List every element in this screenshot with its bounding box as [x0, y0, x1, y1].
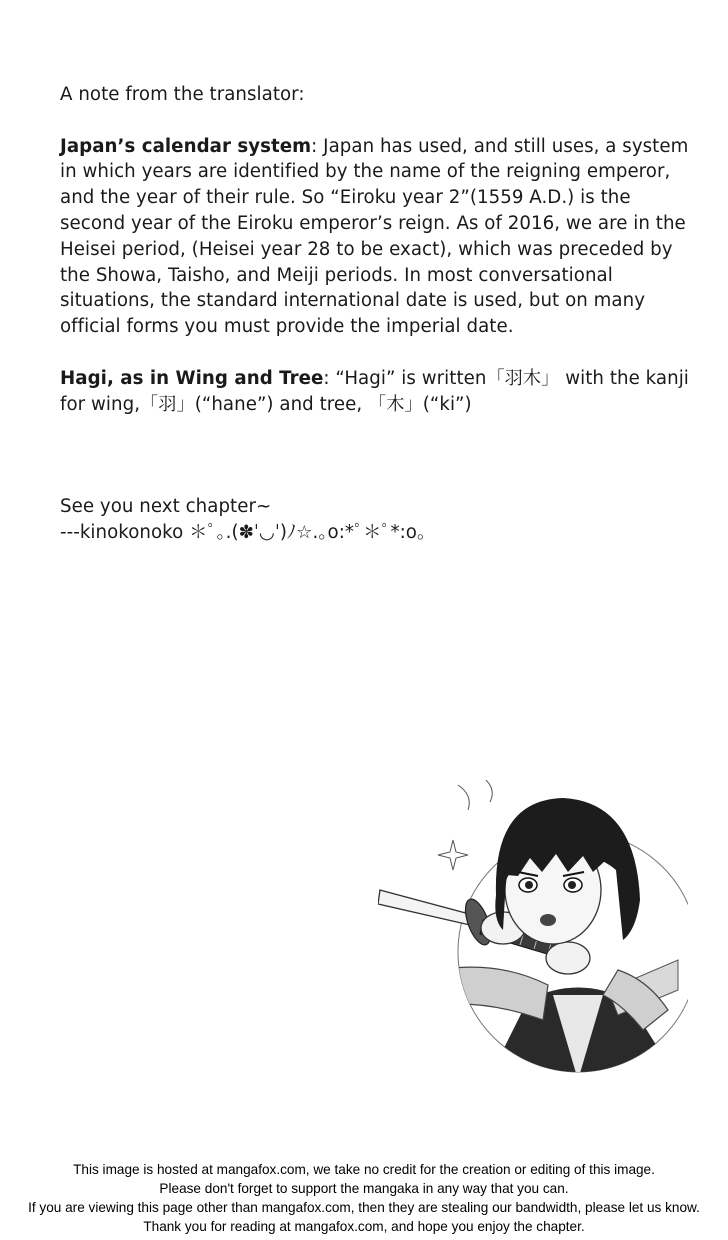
note-heading: A note from the translator:: [60, 84, 305, 105]
hagi-title: Hagi, as in Wing and Tree: [60, 367, 324, 389]
calendar-title: Japan’s calendar system: [60, 135, 312, 157]
manga-character-icon: [378, 780, 688, 1080]
hagi-paragraph: [60, 366, 690, 418]
hagi-body: : “Hagi” is written「羽木」 with the kanji for wing,「羽」(“hane”) and tree, 「木」(“ki”): [60, 367, 689, 415]
calendar-body: : Japan has used, and still uses, a system in which years are identified by the name of the reigning emperor, and the year of their rule. So “Eiroku year 2”(1559 A.D.) is the second year of the Eiroku emperor’s reign. As of 2016, we are in the Heisei period, (Heisei year 28 to be exact), which was preceded by the Showa, Taisho, and Meiji periods. In most conversational situations, the standard international date is used, but on many official forms you must provide the imperial date.: [60, 135, 689, 338]
translator-note: [60, 82, 690, 546]
calendar-paragraph: [60, 134, 690, 340]
translator-signature: ---kinokonoko ＊ﾟ｡.(✽ˈ◡ˈ)ﾉ☆.｡o:*ﾟ＊ﾟ*:o｡: [60, 522, 427, 544]
signoff-text: See you next chapter~: [60, 496, 272, 518]
disclaimer-line-4: Thank you for reading at mangafox.com, and hope you enjoy the chapter.: [143, 1219, 585, 1234]
disclaimer-line-2: Please don't forget to support the mangaka in any way that you can.: [159, 1181, 569, 1196]
disclaimer-line-3: If you are viewing this page other than mangafox.com, then they are stealing our bandwidth, please let us know.: [28, 1200, 700, 1215]
hosting-disclaimer: [0, 1160, 728, 1236]
disclaimer-line-1: This image is hosted at mangafox.com, we take no credit for the creation or editing of this image.: [73, 1162, 655, 1177]
